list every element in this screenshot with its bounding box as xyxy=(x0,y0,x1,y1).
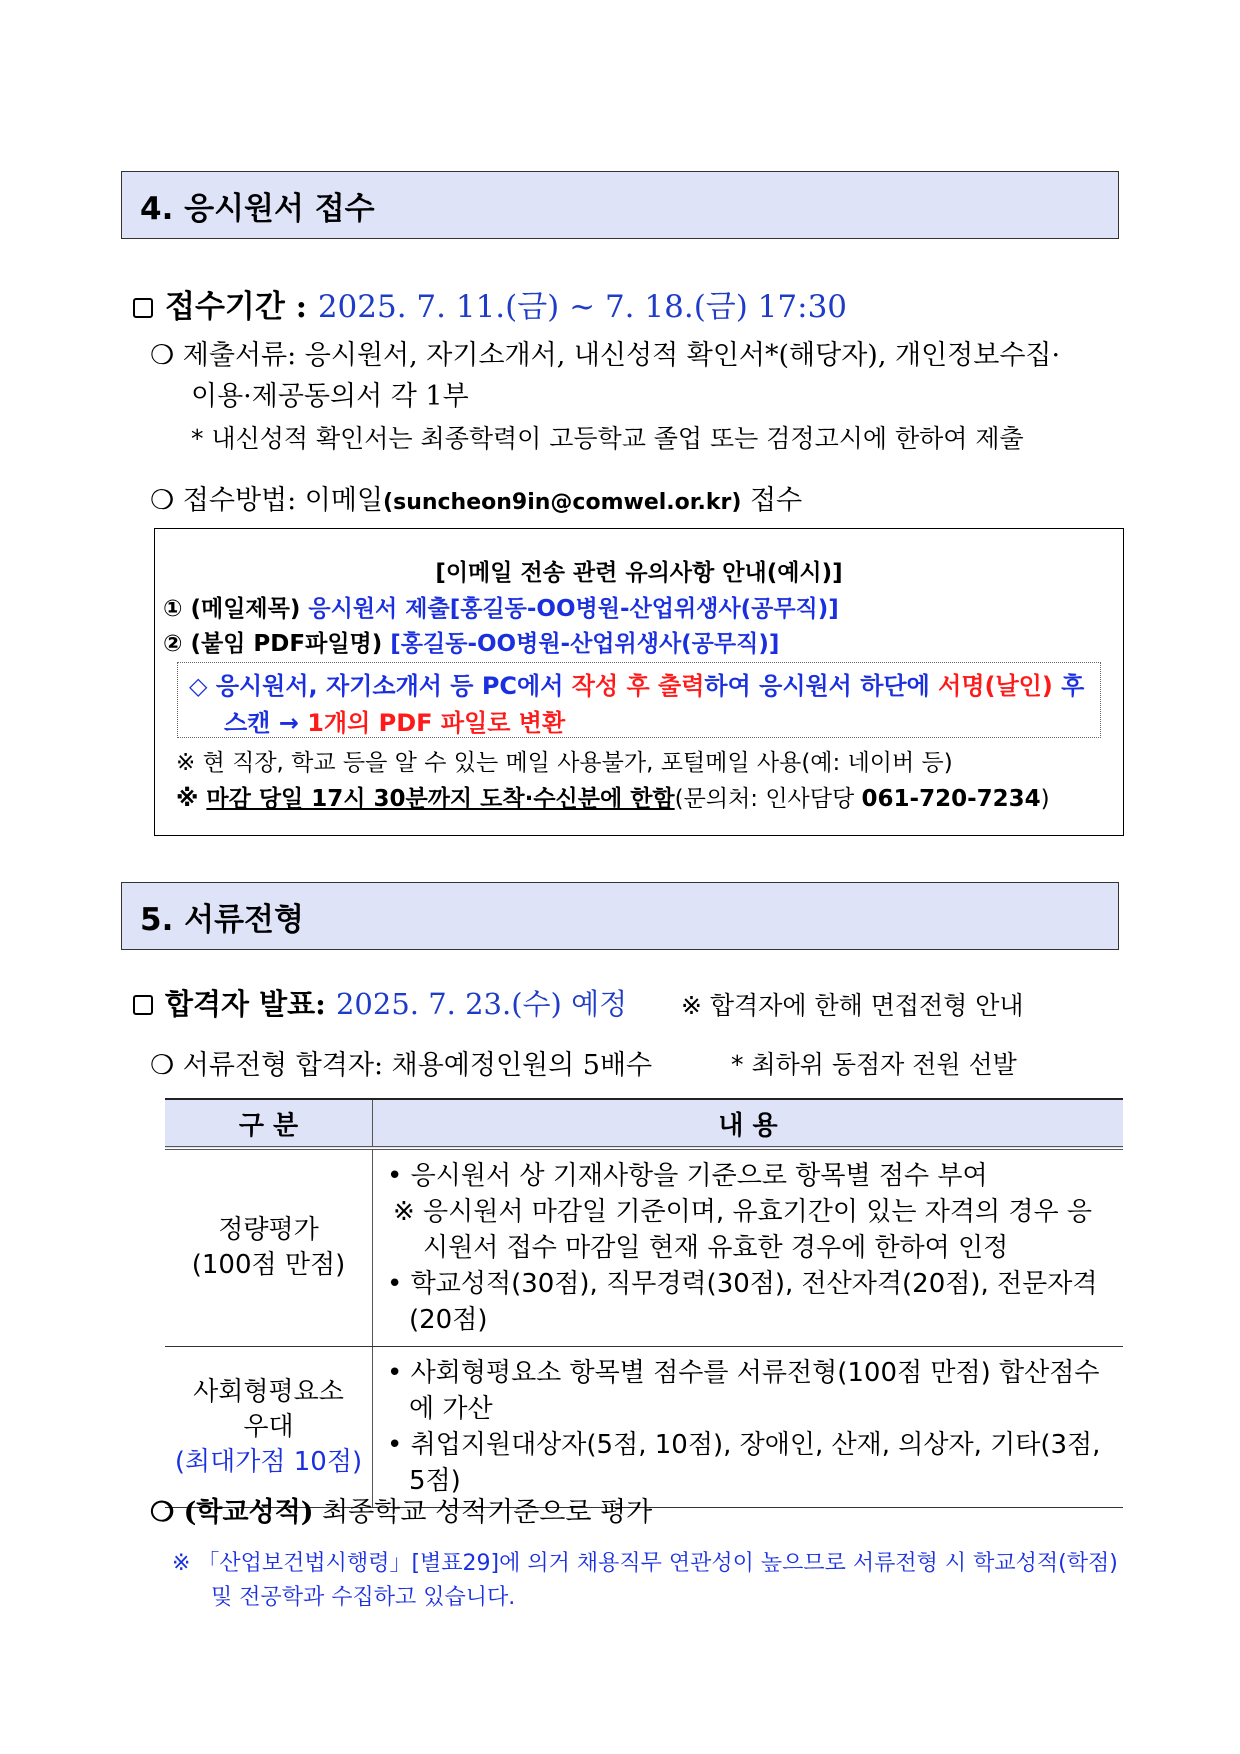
docs-note: * 내신성적 확인서는 최종학력이 고등학교 졸업 또는 검정고시에 한하여 제출 xyxy=(191,424,1024,453)
conversion-text-f: 스캔 → xyxy=(224,709,308,737)
table-header-content: 내 용 xyxy=(373,1099,1124,1148)
notice-item-2-prefix: ② (붙임 PDF파일명) xyxy=(163,631,391,657)
method-line xyxy=(150,478,802,517)
method-suffix: 접수 xyxy=(741,485,803,516)
conversion-text-a: ◇ 응시원서, 자기소개서 등 PC에서 xyxy=(189,672,572,700)
table-header-row xyxy=(165,1099,1123,1148)
notice-item-1-value: 응시원서 제출[홍길동-OO병원-산업위생사(공무직)] xyxy=(308,596,839,622)
notice-item-2-value: [홍길동-OO병원-산업위생사(공무직)] xyxy=(390,631,780,657)
announce-value: 2025. 7. 23.(수) 예정 xyxy=(335,987,628,1021)
conversion-line-2 xyxy=(224,703,565,738)
period-line xyxy=(133,281,847,326)
content-bullet: • 응시원서 상 기재사항을 기준으로 항목별 점수 부여 xyxy=(387,1161,988,1191)
content-note: ※ 응시원서 마감일 기준이며, 유효기간이 있는 자격의 경우 응시원서 접수 마감일 현재 유효한 경우에 한하여 인정 xyxy=(393,1197,1092,1263)
school-grade-label: ❍ (학교성적) xyxy=(150,1497,314,1528)
announce-note: ※ 합격자에 한해 면접전형 안내 xyxy=(681,991,1024,1020)
contact-phone: 061-720-7234 xyxy=(861,786,1041,812)
conversion-text-b: 작성 후 출력 xyxy=(571,672,705,700)
notice-note-2-end: ) xyxy=(1040,786,1050,812)
announce-label: 합격자 발표: xyxy=(165,987,336,1021)
notice-item-2 xyxy=(163,625,779,658)
table-cell-category xyxy=(165,1148,373,1347)
notice-note-1: ※ 현 직장, 학교 등을 알 수 있는 메일 사용불가, 포털메일 사용(예: 네이버 등) xyxy=(176,750,953,776)
table-cell-category xyxy=(165,1347,373,1508)
period-label: 접수기간 : xyxy=(165,289,318,325)
school-grade-text: 최종학교 성적기준으로 평가 xyxy=(313,1497,653,1528)
conversion-text-e: 후 xyxy=(1052,672,1085,700)
docs-line-2: 이용·제공동의서 각 1부 xyxy=(191,381,469,412)
law-note-line-1: ※ 「산업보건법시행령」[별표29]에 의거 채용직무 연관성이 높으므로 서류전형 시 학교성적(학점) xyxy=(172,1551,1118,1576)
notice-note-2-mid: (문의처: 인사담당 xyxy=(674,786,862,812)
category-preference: 우대 xyxy=(243,1411,294,1442)
conversion-text-c: 하여 응시원서 하단에 xyxy=(704,672,939,700)
notice-item-1 xyxy=(163,590,839,623)
category-quantitative: 정량평가 xyxy=(218,1215,319,1245)
table-row xyxy=(165,1347,1123,1508)
section-5-heading xyxy=(121,882,1119,950)
method-prefix: ❍ 접수방법: 이메일 xyxy=(150,485,384,516)
method-email: (suncheon9in@comwel.or.kr) xyxy=(383,490,742,515)
law-note-line-2: 및 전공학과 수집하고 있습니다. xyxy=(211,1585,516,1610)
checkbox-square-icon xyxy=(133,995,153,1015)
section-4-title: 4. 응시원서 접수 xyxy=(140,190,375,227)
evaluation-table xyxy=(165,1098,1123,1508)
notice-item-1-prefix: ① (메일제목) xyxy=(163,596,309,622)
table-cell-content xyxy=(373,1347,1124,1508)
school-grade-line xyxy=(150,1490,652,1529)
deadline-underline: 마감 당일 17시 30분까지 도착·수신분에 한함 xyxy=(206,786,675,812)
conversion-text-d: 서명(날인) xyxy=(938,672,1053,700)
conversion-line-1 xyxy=(189,666,1084,701)
notice-note-2-prefix: ※ xyxy=(176,786,207,812)
table-cell-content xyxy=(373,1148,1124,1347)
category-quantitative-points: (100점 만점) xyxy=(191,1250,346,1280)
pass-line: ❍ 서류전형 합격자: 채용예정인원의 5배수 xyxy=(150,1050,653,1081)
notice-title: [이메일 전송 관련 유의사항 안내(예시)] xyxy=(435,560,843,586)
content-bullet: • 사회형평요소 항목별 점수를 서류전형(100점 만점) 합산점수에 가산 xyxy=(387,1358,1100,1424)
section-4-heading xyxy=(121,171,1119,239)
conversion-text-g: 1개의 PDF 파일로 변환 xyxy=(307,709,566,737)
pass-note: * 최하위 동점자 전원 선발 xyxy=(731,1050,1017,1079)
period-value: 2025. 7. 11.(금) ~ 7. 18.(금) 17:30 xyxy=(317,289,848,325)
table-row xyxy=(165,1148,1123,1347)
category-social-equity: 사회형평요소 xyxy=(193,1376,344,1407)
notice-note-2 xyxy=(176,780,1050,813)
category-max-bonus: (최대가점 10점) xyxy=(174,1446,363,1477)
docs-line-1: ❍ 제출서류: 응시원서, 자기소개서, 내신성적 확인서*(해당자), 개인정보수집· xyxy=(150,340,1061,371)
announce-line xyxy=(133,982,627,1023)
checkbox-square-icon xyxy=(133,298,153,318)
content-bullet: • 취업지원대상자(5점, 10점), 장애인, 산재, 의상자, 기타(3점, 5점) xyxy=(387,1430,1101,1496)
content-bullet: • 학교성적(30점), 직무경력(30점), 전산자격(20점), 전문자격(20점) xyxy=(387,1269,1098,1335)
table-header-category: 구 분 xyxy=(165,1099,373,1148)
section-5-title: 5. 서류전형 xyxy=(140,901,304,938)
